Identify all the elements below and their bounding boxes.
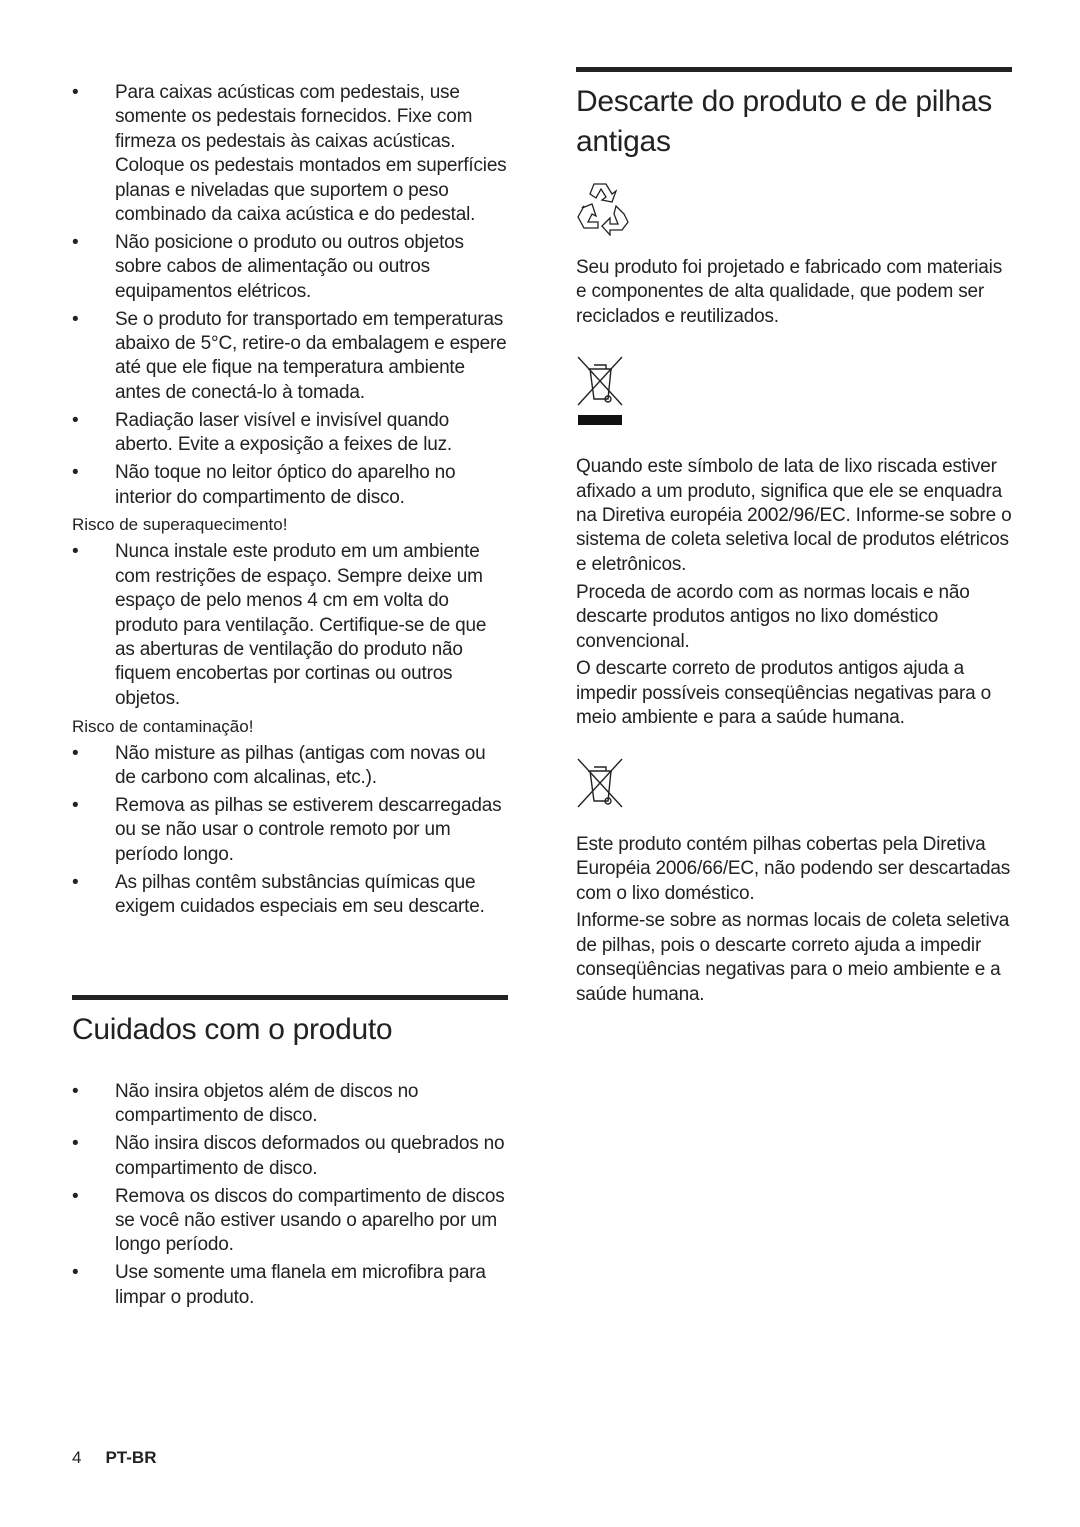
- weee-text: Quando este símbolo de lata de lixo riscada estiver afixado a um produto, significa que ele se enquadra na Diretiva européia 2002/96/EC. Informe-se sobre o sistema de coleta seletiva local de produtos elétricos e eletrônicos.: [576, 456, 1012, 575]
- disposal-norms-text: Proceda de acordo com as normas locais e não descarte produtos antigos no lixo doméstico convencional.: [576, 581, 970, 652]
- list-item: • As pilhas contêm substâncias químicas que exigem cuidados especiais em seu descarte.: [72, 871, 485, 918]
- recycle-icon: [576, 180, 632, 236]
- list-item: • Não toque no leitor óptico do aparelho no interior do compartimento de disco.: [72, 462, 456, 508]
- page-number: 4: [72, 1448, 82, 1467]
- recycle-text: Seu produto foi projetado e fabricado com materiais e componentes de alta qualidade, que podem ser reciclados e reutilizados.: [576, 257, 1002, 327]
- left-column: [72, 81, 508, 923]
- list-item: • Não misture as pilhas (antigas com novas ou de carbono com alcalinas, etc.).: [72, 742, 486, 789]
- overheat-list: [72, 540, 508, 711]
- list-item: • Use somente uma flanela em microfibra para limpar o produto.: [72, 1262, 486, 1308]
- list-item: • Nunca instale este produto em um ambiente com restrições de espaço. Sempre deixe um espaço de pelo menos 4 cm em volta do produto para ventilação. Certifique-se de que as aberturas de ventilação do produto não fiquem encobertas por cortinas ou outros objetos.: [72, 541, 487, 709]
- list-item: • Remova os discos do compartimento de discos se você não estiver usando o aparelho por um longo período.: [72, 1185, 505, 1256]
- list-item: • Remova as pilhas se estiverem descarregadas ou se não usar o controle remoto por um período longo.: [72, 795, 502, 865]
- care-section: [72, 995, 508, 1314]
- contamination-list: [72, 742, 508, 920]
- contamination-subheading: Risco de contaminação!: [72, 716, 254, 736]
- section-rule: [576, 67, 1012, 72]
- page-footer: [72, 1448, 156, 1468]
- language-code: PT-BR: [105, 1448, 157, 1467]
- overheat-subheading: Risco de superaquecimento!: [72, 515, 288, 535]
- section-rule: [72, 995, 508, 1000]
- list-item: • Radiação laser visível e invisível quando aberto. Evite a exposição a feixes de luz.: [72, 409, 452, 456]
- list-item: • Não insira discos deformados ou quebrados no compartimento de disco.: [72, 1133, 505, 1179]
- care-list: [72, 1080, 508, 1310]
- crossed-bin-battery-icon: [576, 757, 624, 809]
- battery-directive-text: Este produto contém pilhas cobertas pela Diretiva Européia 2006/66/EC, não podendo ser descartadas com o lixo doméstico.: [576, 833, 1011, 904]
- list-item: • Se o produto for transportado em temperaturas abaixo de 5°C, retire-o da embalagem e espere até que ele fique na temperatura ambiente antes de conectá-lo à tomada.: [72, 308, 507, 403]
- battery-collection-text: Informe-se sobre as normas locais de coleta seletiva de pilhas, pois o descarte correto ajuda a impedir conseqüências negativas para o meio ambiente e a saúde humana.: [576, 910, 1010, 1005]
- disposal-section: [576, 67, 1012, 1011]
- list-item: • Não insira objetos além de discos no compartimento de disco.: [72, 1081, 419, 1127]
- list-item: • Para caixas acústicas com pedestais, use somente os pedestais fornecidos. Fixe com firmeza os pedestais às caixas acústicas. Coloque os pedestais montados em superfícies planas e niveladas que suportem o peso combinado da caixa acústica e do pedestal.: [72, 82, 507, 226]
- list-item: • Não posicione o produto ou outros objetos sobre cabos de alimentação ou outros equipamentos elétricos.: [72, 231, 464, 302]
- care-heading: Cuidados com o produto: [72, 1013, 393, 1046]
- disposal-benefit-text: O descarte correto de produtos antigos ajuda a impedir possíveis conseqüências negativas para o meio ambiente e para a saúde humana.: [576, 658, 991, 729]
- safety-list: [72, 81, 508, 510]
- crossed-bin-icon: [576, 355, 624, 429]
- disposal-heading: Descarte do produto e de pilhas antigas: [576, 85, 992, 158]
